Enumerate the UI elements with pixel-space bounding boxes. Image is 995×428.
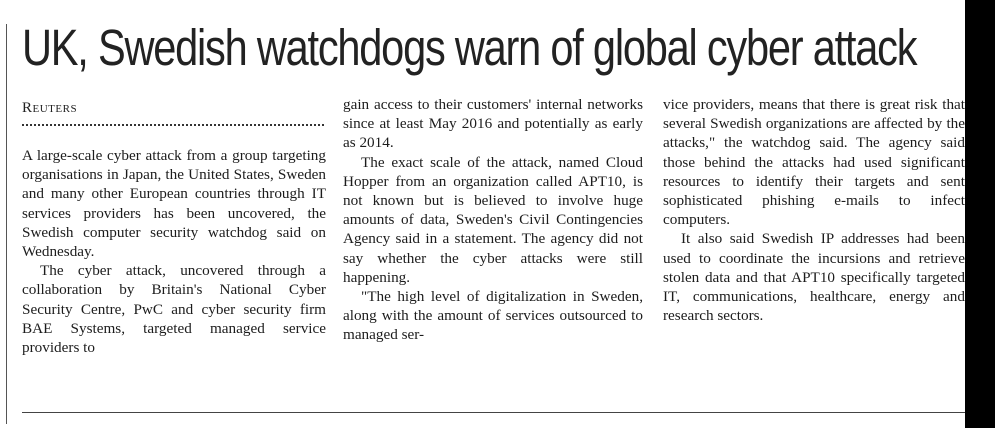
column-1-paragraph-2: The cyber attack, uncovered through a collaboration by Britain's National Cyber Security Centre, PwC and cyber security firm BAE Systems, targeted managed service providers to	[22, 262, 326, 357]
column-3-paragraph-2: It also said Swedish IP addresses had been used to coordinate the incursions and retrieve stolen data and that APT10 specifically targeted IT, communications, healthcare, energy and research sectors.	[663, 230, 965, 325]
column-2-paragraph-2: The exact scale of the attack, named Cloud Hopper from an organization called APT10, is not known but is believed to involve huge amounts of data, Sweden's Civil Contingencies Agency said in a statement. The agency did not say whether the cyber attacks were still happening.	[343, 153, 643, 286]
article-column-1	[22, 146, 326, 357]
left-column-rule	[6, 24, 7, 424]
column-1-paragraph-1: A large-scale cyber attack from a group targeting organisations in Japan, the United States, Sweden and many other European countries through IT services providers has been uncovered, the Swedish computer security watchdog said on Wednesday.	[22, 147, 326, 261]
article-byline: Reuters	[22, 100, 78, 116]
column-3-paragraph-1: vice providers, means that there is great risk that several Swedish organizations are affected by the attacks," the watchdog said. The agency said those behind the attacks had used significant resources to identify their targets and sent sophisticated phishing e-mails to infect computers.	[663, 96, 965, 229]
column-2-paragraph-3: "The high level of digitalization in Sweden, along with the amount of services outsourced to managed ser-	[343, 288, 643, 344]
column-2-paragraph-1: gain access to their customers' internal networks since at least May 2016 and potentially as early as 2014.	[343, 96, 643, 152]
page-edge-bar	[965, 0, 995, 428]
article-headline: UK, Swedish watchdogs warn of global cyber attack	[22, 19, 917, 76]
byline-dotted-rule	[22, 124, 324, 126]
article-column-3	[663, 95, 965, 325]
article-column-2	[343, 95, 643, 345]
bottom-rule	[22, 412, 965, 413]
